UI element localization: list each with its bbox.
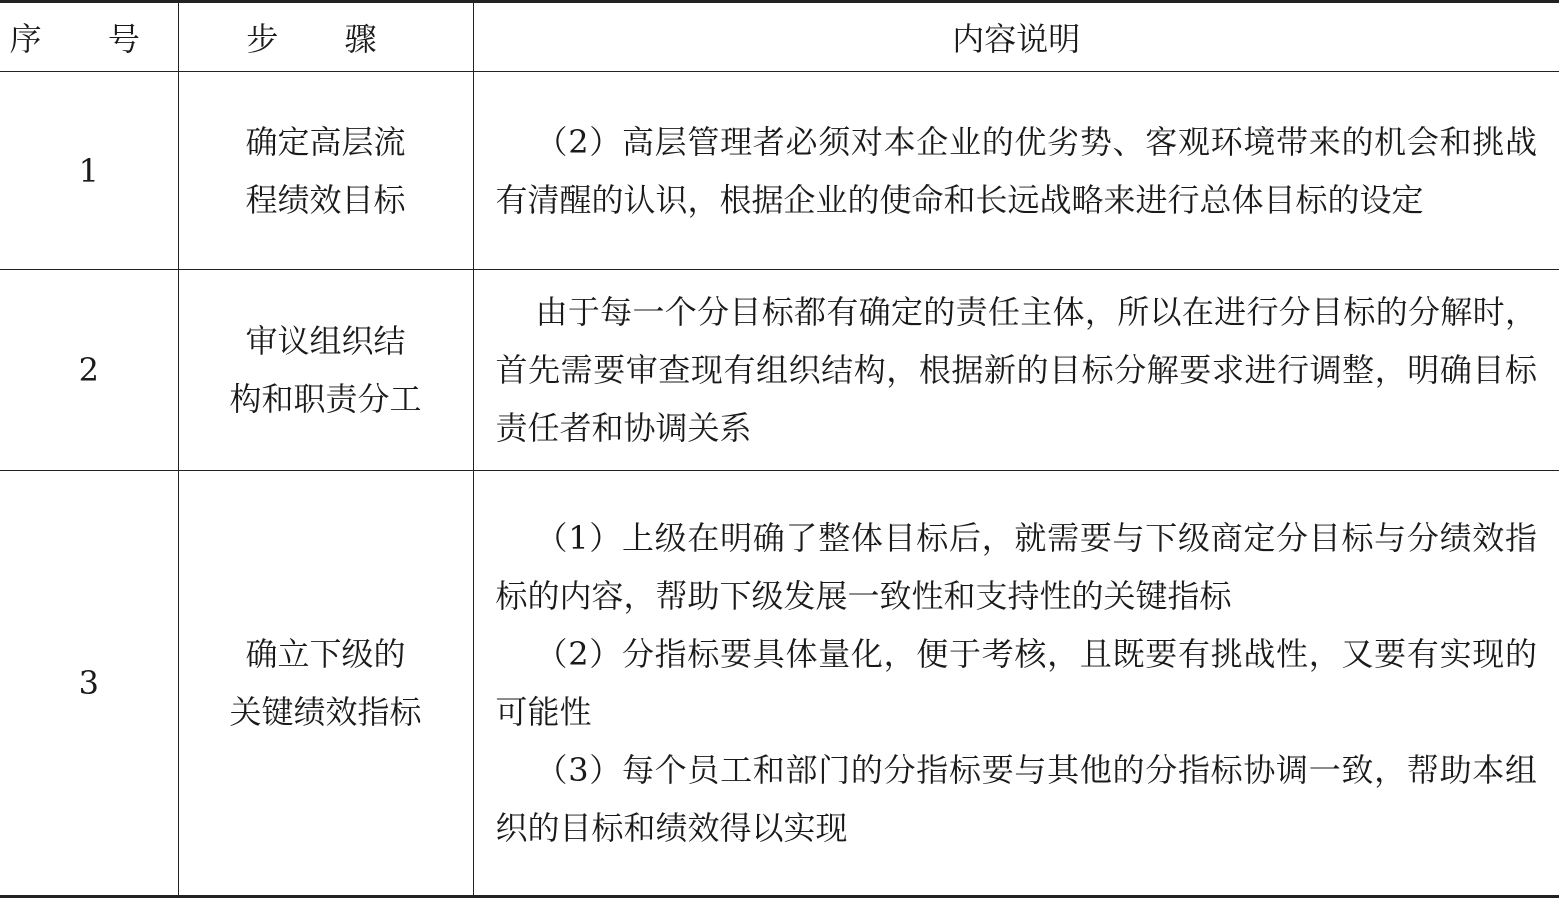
seq-cell: 3 (0, 471, 178, 897)
content-paragraph: （2）分指标要具体量化，便于考核，且既要有挑战性，又要有实现的可能性 (495, 635, 1537, 731)
content-cell (473, 270, 1559, 471)
step-line: 确定高层流 (245, 122, 406, 161)
table-row (0, 270, 1559, 471)
header-seq: 序 号 (0, 2, 178, 72)
step-cell (178, 72, 473, 270)
content-cell (473, 72, 1559, 270)
step-line: 构和职责分工 (229, 380, 422, 418)
table-row (0, 72, 1559, 270)
seq-cell: 1 (0, 72, 178, 270)
step-line: 确立下级的 (245, 635, 406, 673)
seq-cell: 2 (0, 270, 178, 471)
header-content: 内容说明 (473, 2, 1559, 72)
table-row (0, 471, 1559, 897)
header-step: 步 骤 (178, 2, 473, 72)
content-paragraph: （2）高层管理者必须对本企业的优劣势、客观环境带来的机会和挑战有清醒的认识，根据企业的使命和长远战略来进行总体目标的设定 (495, 122, 1537, 219)
table-header-row (0, 2, 1559, 72)
step-line: 程绩效目标 (245, 180, 406, 219)
content-paragraph: （1）上级在明确了整体目标后，就需要与下级商定分目标与分绩效指标的内容，帮助下级发展一致性和支持性的关键指标 (495, 519, 1537, 615)
step-line: 审议组织结 (245, 322, 406, 360)
step-cell (178, 270, 473, 471)
content-cell (473, 471, 1559, 897)
content-paragraph: （3）每个员工和部门的分指标要与其他的分指标协调一致，帮助本组织的目标和绩效得以实现 (495, 751, 1537, 847)
content-paragraph: 由于每一个分目标都有确定的责任主体，所以在进行分目标的分解时，首先需要审查现有组织结构，根据新的目标分解要求进行调整，明确目标责任者和协调关系 (495, 293, 1537, 447)
step-cell (178, 471, 473, 897)
step-line: 关键绩效指标 (229, 693, 422, 731)
